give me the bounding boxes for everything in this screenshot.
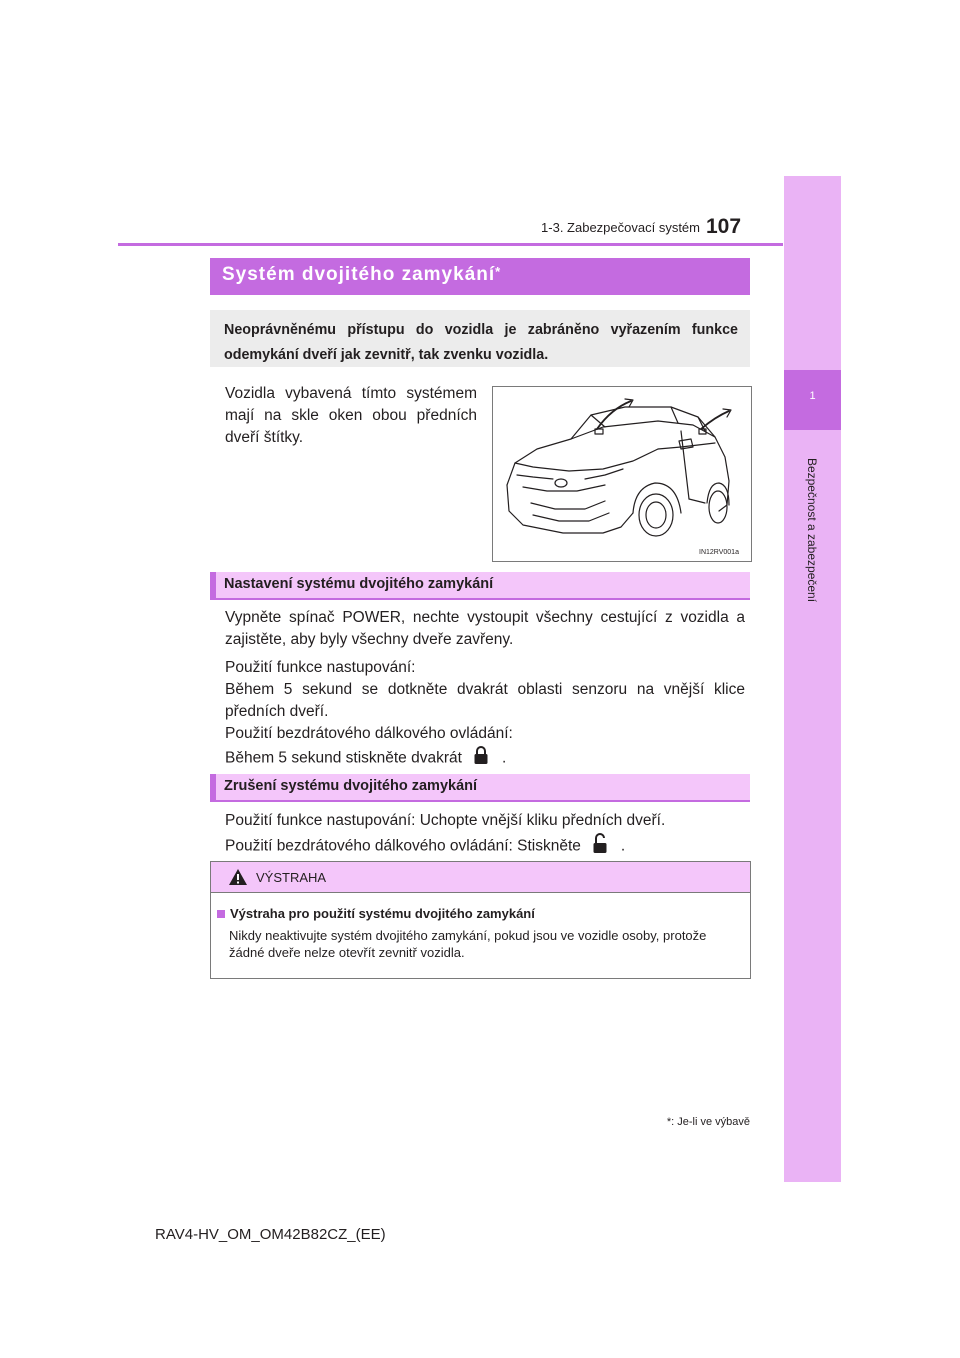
footnote-mark: *: [666, 1116, 672, 1128]
car-illustration: [492, 386, 752, 562]
intro-text: Neoprávněnému přístupu do vozidla je zabráněno vyřazením funkce odemykání dveří jak zevnitř, tak zvenku vozidla.: [224, 322, 738, 363]
warning-label: VÝSTRAHA: [256, 870, 327, 885]
car-label-text: Vozidla vybavená tímto systémem mají na skle oken obou předních dveří štítky.: [225, 385, 477, 446]
intro-box: [210, 310, 750, 367]
figure-code: IN12RV001a: [699, 549, 739, 556]
footnote-text: : Je-li ve výbavě: [671, 1116, 750, 1128]
cancel-instructions: [225, 810, 745, 861]
side-tab-strip: [784, 176, 841, 1182]
section-heading-setting: [210, 572, 750, 600]
title-bar: [210, 258, 750, 295]
warning-triangle-icon: [228, 868, 248, 891]
warning-box: [210, 861, 751, 979]
entry-text: Během 5 sekund se dotkněte dvakrát oblasti senzoru na vnější klice předních dveří.: [225, 681, 745, 720]
section-heading-cancel: [210, 774, 750, 802]
entry-heading: Použití funkce nastupování:: [225, 659, 416, 676]
cancel-remote-text-before: Použití bezdrátového dálkového ovládání: Stiskněte: [225, 837, 581, 855]
chapter-title: Bezpečnost a zabezpečení: [805, 457, 819, 603]
header-rule: [118, 243, 783, 246]
warning-header: [211, 862, 750, 893]
remote-text-before: Během 5 sekund stiskněte dvakrát: [225, 749, 462, 767]
manual-code: RAV4-HV_OM_OM42B82CZ_(EE): [155, 1226, 386, 1243]
header-section-title: 1-3. Zabezpečovací systém: [541, 220, 700, 235]
title-availability-mark: *: [495, 264, 502, 279]
setting-paragraph: Vypněte spínač POWER, nechte vystoupit všechny cestující z vozidla a zajistěte, aby byly všechny dveře zavřeny.: [225, 609, 745, 648]
remote-line: [225, 745, 745, 772]
page-number: 107: [706, 215, 742, 238]
cancel-remote-text-after: .: [620, 837, 626, 855]
bullet-square-icon: [217, 910, 225, 918]
section-title-cancel: Zrušení systému dvojitého zamykání: [224, 778, 478, 794]
section-title-setting: Nastavení systému dvojitého zamykání: [224, 576, 494, 592]
lock-icon: [474, 745, 488, 772]
warning-item-text: Nikdy neaktivujte systém dvojitého zamykání, pokud jsou ve vozidle osoby, protože žádné dveře nelze otevřít zevnitř vozidla.: [229, 928, 707, 960]
remote-text-after: .: [501, 749, 507, 767]
setting-instructions: [225, 657, 745, 772]
chapter-number: 1: [809, 390, 816, 402]
cancel-entry-text: Použití funkce nastupování: Uchopte vnější kliku předních dveří.: [225, 812, 666, 829]
page-title-text: Systém dvojitého zamykání: [222, 264, 496, 285]
unlock-icon: [593, 832, 607, 861]
warning-item-title-text: Výstraha pro použití systému dvojitého zamykání: [230, 906, 535, 921]
car-drawing: [493, 387, 751, 561]
warning-item-title: [217, 906, 535, 921]
remote-heading: Použití bezdrátového dálkového ovládání:: [225, 725, 513, 742]
page-title: [222, 264, 501, 286]
cancel-remote-line: [225, 832, 745, 861]
footnote: [620, 1116, 750, 1128]
